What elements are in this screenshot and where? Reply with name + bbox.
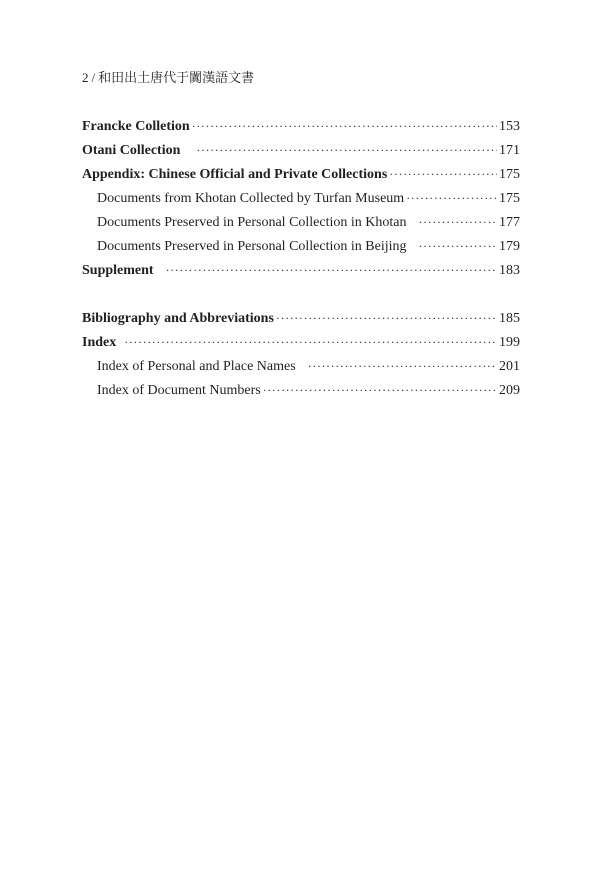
- book-title: 和田出土唐代于闐漢語文書: [98, 70, 255, 85]
- dot-leader: [276, 306, 497, 330]
- toc-entry-title: Otani Collection: [82, 143, 181, 158]
- toc-entry-title: Documents Preserved in Personal Collection in Khotan: [97, 215, 407, 230]
- section-gap: [82, 282, 520, 306]
- toc-entry-page: 209: [499, 383, 520, 398]
- toc-entry-page: 171: [499, 143, 520, 158]
- toc-entry-page: 175: [499, 191, 520, 206]
- running-head: [82, 67, 254, 86]
- toc-entry-page: 185: [499, 311, 520, 326]
- running-head-separator: /: [91, 70, 96, 85]
- page-number: 2: [82, 70, 89, 85]
- dot-leader: [419, 210, 498, 234]
- dot-leader: [192, 114, 497, 138]
- toc-entry-index-document-numbers[interactable]: [82, 378, 520, 402]
- toc-entry-title: Appendix: Chinese Official and Private Collections: [82, 167, 388, 182]
- toc-entry-title: Documents Preserved in Personal Collection in Beijing: [97, 239, 407, 254]
- toc-entry-otani-collection[interactable]: [82, 138, 520, 162]
- toc-entry-title: Index of Document Numbers: [97, 383, 261, 398]
- dot-leader: [124, 330, 497, 354]
- toc-entry-page: 175: [499, 167, 520, 182]
- toc-entry-title: Francke Colletion: [82, 119, 190, 134]
- toc-entry-personal-khotan[interactable]: [82, 210, 520, 234]
- dot-leader: [419, 234, 497, 258]
- toc-entry-page: 199: [499, 335, 520, 350]
- toc-entry-personal-beijing[interactable]: [82, 234, 520, 258]
- toc-entry-page: 179: [499, 239, 520, 254]
- toc-entry-index-names[interactable]: [82, 354, 520, 378]
- toc-entry-title: Documents from Khotan Collected by Turfan Museum: [97, 191, 405, 206]
- toc-entry-page: 177: [499, 215, 520, 230]
- dot-leader: [196, 138, 497, 162]
- toc-entry-appendix[interactable]: [82, 162, 520, 186]
- toc-entry-index[interactable]: [82, 330, 520, 354]
- toc-entry-supplement[interactable]: [82, 258, 520, 282]
- toc-entry-francke-colletion[interactable]: [82, 114, 520, 138]
- toc-entry-page: 201: [499, 359, 520, 374]
- toc-entry-page: 183: [499, 263, 520, 278]
- toc-entry-title: Supplement: [82, 263, 154, 278]
- toc-entry-title: Index of Personal and Place Names: [97, 359, 296, 374]
- toc-entry-bibliography[interactable]: [82, 306, 520, 330]
- toc-entry-title: Index: [82, 335, 117, 350]
- dot-leader: [406, 186, 497, 210]
- dot-leader: [308, 354, 497, 378]
- dot-leader: [166, 258, 497, 282]
- toc-entry-turfan-museum[interactable]: [82, 186, 520, 210]
- toc-entry-title: Bibliography and Abbreviations: [82, 311, 274, 326]
- toc-entry-page: 153: [499, 119, 520, 134]
- table-of-contents: [82, 114, 520, 402]
- dot-leader: [389, 162, 497, 186]
- dot-leader: [263, 378, 497, 402]
